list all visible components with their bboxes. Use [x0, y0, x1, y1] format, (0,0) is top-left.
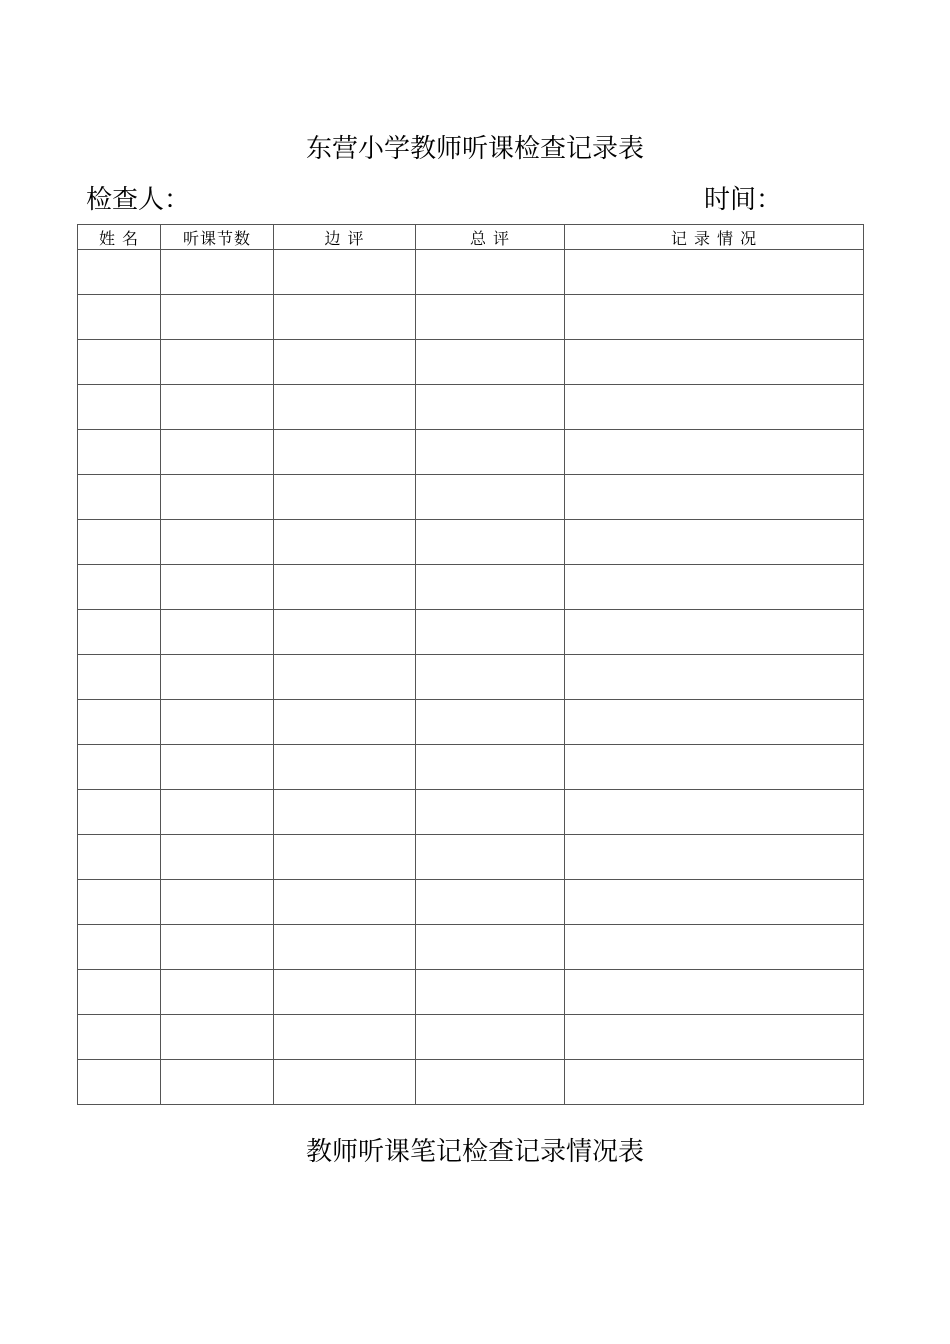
table-cell[interactable] — [416, 250, 565, 295]
table-body — [78, 250, 864, 1105]
table-cell[interactable] — [161, 1015, 274, 1060]
table-cell[interactable] — [274, 1060, 416, 1105]
table-cell[interactable] — [274, 745, 416, 790]
table-row — [78, 430, 864, 475]
table-cell[interactable] — [416, 970, 565, 1015]
column-header-side-comment: 边 评 — [274, 225, 416, 250]
table-row — [78, 880, 864, 925]
table-cell[interactable] — [78, 565, 161, 610]
table-row — [78, 655, 864, 700]
table-cell[interactable] — [78, 295, 161, 340]
table-cell[interactable] — [274, 1015, 416, 1060]
table-cell[interactable] — [274, 565, 416, 610]
table-cell[interactable] — [416, 565, 565, 610]
table-cell[interactable] — [78, 475, 161, 520]
table-cell[interactable] — [274, 970, 416, 1015]
table-cell[interactable] — [78, 790, 161, 835]
table-row — [78, 835, 864, 880]
table-cell[interactable] — [274, 700, 416, 745]
table-row — [78, 790, 864, 835]
table-row — [78, 925, 864, 970]
table-cell[interactable] — [274, 880, 416, 925]
table-cell[interactable] — [161, 790, 274, 835]
column-header-overall-comment: 总 评 — [416, 225, 565, 250]
table-cell[interactable] — [416, 1015, 565, 1060]
page-title: 东营小学教师听课检查记录表 — [305, 134, 644, 164]
table-row — [78, 610, 864, 655]
table-cell[interactable] — [416, 475, 565, 520]
table-row — [78, 565, 864, 610]
table-cell[interactable] — [565, 745, 864, 790]
record-table — [77, 224, 864, 1105]
table-row — [78, 340, 864, 385]
table-row — [78, 385, 864, 430]
table-cell[interactable] — [565, 700, 864, 745]
table-cell[interactable] — [565, 565, 864, 610]
table-cell[interactable] — [161, 700, 274, 745]
table-cell[interactable] — [78, 610, 161, 655]
table-cell[interactable] — [161, 475, 274, 520]
table-cell[interactable] — [416, 655, 565, 700]
table-cell[interactable] — [78, 880, 161, 925]
table-cell[interactable] — [274, 295, 416, 340]
table-cell[interactable] — [78, 655, 161, 700]
table-cell[interactable] — [78, 520, 161, 565]
time-label: 时间： — [704, 185, 783, 215]
table-cell[interactable] — [416, 340, 565, 385]
table-cell[interactable] — [161, 430, 274, 475]
column-header-record-status: 记 录 情 况 — [565, 225, 864, 250]
table-cell[interactable] — [565, 970, 864, 1015]
table-row — [78, 1060, 864, 1105]
table-cell[interactable] — [161, 970, 274, 1015]
column-header-name: 姓 名 — [78, 225, 161, 250]
table-cell[interactable] — [565, 790, 864, 835]
table-cell[interactable] — [274, 250, 416, 295]
table-cell[interactable] — [78, 835, 161, 880]
table-cell[interactable] — [416, 880, 565, 925]
table-cell[interactable] — [565, 475, 864, 520]
table-cell[interactable] — [161, 340, 274, 385]
table-cell[interactable] — [274, 475, 416, 520]
table-cell[interactable] — [565, 655, 864, 700]
table-cell[interactable] — [565, 880, 864, 925]
table-cell[interactable] — [416, 520, 565, 565]
table-cell[interactable] — [416, 700, 565, 745]
table-cell[interactable] — [565, 520, 864, 565]
table-cell[interactable] — [161, 250, 274, 295]
table-cell[interactable] — [161, 610, 274, 655]
section-title: 教师听课笔记检查记录情况表 — [305, 1137, 644, 1167]
table-cell[interactable] — [161, 835, 274, 880]
table-cell[interactable] — [274, 430, 416, 475]
table-cell[interactable] — [161, 565, 274, 610]
table-cell[interactable] — [565, 430, 864, 475]
table-cell[interactable] — [565, 295, 864, 340]
table-cell[interactable] — [416, 385, 565, 430]
table-row — [78, 520, 864, 565]
table-cell[interactable] — [78, 970, 161, 1015]
table-row — [78, 745, 864, 790]
table-row — [78, 970, 864, 1015]
table-cell[interactable] — [161, 745, 274, 790]
table-cell[interactable] — [416, 1060, 565, 1105]
table-row — [78, 250, 864, 295]
table-row — [78, 295, 864, 340]
table-cell[interactable] — [565, 340, 864, 385]
table-cell[interactable] — [161, 1060, 274, 1105]
meta-row — [86, 180, 786, 220]
table-row — [78, 1015, 864, 1060]
table-header-row — [78, 225, 864, 250]
table-cell[interactable] — [161, 520, 274, 565]
table-cell[interactable] — [78, 700, 161, 745]
table-cell[interactable] — [565, 385, 864, 430]
table-cell[interactable] — [416, 790, 565, 835]
table-cell[interactable] — [565, 1060, 864, 1105]
table-cell[interactable] — [78, 925, 161, 970]
table-cell[interactable] — [565, 835, 864, 880]
table-cell[interactable] — [416, 295, 565, 340]
table-cell[interactable] — [78, 430, 161, 475]
table-cell[interactable] — [274, 790, 416, 835]
table-cell[interactable] — [565, 250, 864, 295]
table-row — [78, 475, 864, 520]
table-cell[interactable] — [78, 1015, 161, 1060]
table-cell[interactable] — [416, 925, 565, 970]
table-cell[interactable] — [565, 925, 864, 970]
table-cell[interactable] — [78, 340, 161, 385]
table-cell[interactable] — [161, 925, 274, 970]
table-cell[interactable] — [416, 835, 565, 880]
table-cell[interactable] — [416, 610, 565, 655]
table-row — [78, 700, 864, 745]
table-cell[interactable] — [565, 610, 864, 655]
table-cell[interactable] — [161, 880, 274, 925]
table-cell[interactable] — [78, 745, 161, 790]
table-cell[interactable] — [161, 655, 274, 700]
table-cell[interactable] — [274, 925, 416, 970]
table-cell[interactable] — [274, 610, 416, 655]
table-cell[interactable] — [78, 1060, 161, 1105]
column-header-lesson-count: 听课节数 — [161, 225, 274, 250]
table-cell[interactable] — [161, 385, 274, 430]
inspector-label: 检查人： — [86, 185, 191, 215]
table-cell[interactable] — [161, 295, 274, 340]
table-cell[interactable] — [274, 340, 416, 385]
table-cell[interactable] — [78, 385, 161, 430]
table-cell[interactable] — [274, 385, 416, 430]
table-cell[interactable] — [416, 430, 565, 475]
table-cell[interactable] — [274, 835, 416, 880]
table-cell[interactable] — [78, 250, 161, 295]
table-cell[interactable] — [274, 520, 416, 565]
table-cell[interactable] — [416, 745, 565, 790]
table-cell[interactable] — [565, 1015, 864, 1060]
table-cell[interactable] — [274, 655, 416, 700]
